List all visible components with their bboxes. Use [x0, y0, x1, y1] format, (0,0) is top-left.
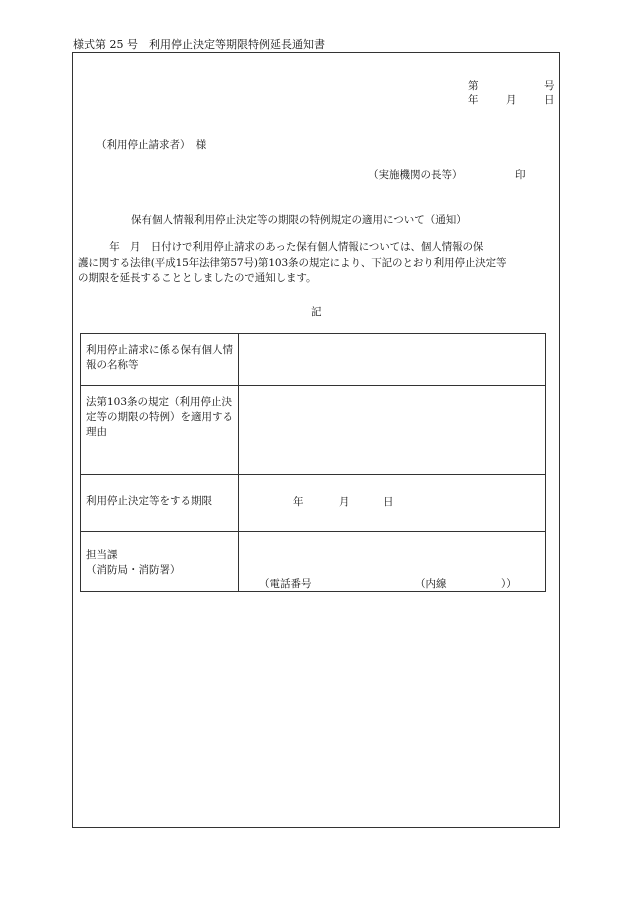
extension-label: （内線	[415, 578, 447, 590]
department-label	[81, 532, 238, 578]
label-cell	[81, 475, 239, 532]
department-value[interactable]	[239, 532, 546, 592]
table-row	[81, 475, 546, 532]
department-label-line1: 担当課	[86, 549, 118, 561]
requester-name: （利用停止請求者） 様	[96, 139, 207, 151]
table-row	[81, 334, 546, 386]
reason-value[interactable]	[239, 386, 546, 475]
body-line: 護に関する法律(平成15年法律第57号)第103条の規定により、下記のとおり利用停止決定等	[78, 256, 507, 269]
deadline-year: 年	[293, 496, 304, 508]
date-day: 日	[544, 94, 555, 106]
department-label-line2: （消防局・消防署）	[86, 564, 181, 576]
body-line: 年 月 日付けで利用停止請求のあった保有個人情報については、個人情報の保	[78, 241, 484, 253]
deadline-day: 日	[383, 496, 394, 508]
date-year: 年	[468, 94, 479, 106]
form-number-label: 様式第 25 号 利用停止決定等期限特例延長通知書	[73, 38, 325, 51]
reason-label: 法第103条の規定（利用停止決定等の期限の特例）を適用する理由	[86, 396, 233, 438]
phone-label: （電話番号	[259, 578, 312, 590]
notice-heading: 保有個人情報利用停止決定等の期限の特例規定の適用について（通知）	[131, 214, 467, 226]
body-line: の期限を延長することとしましたので通知します。	[78, 272, 317, 284]
institution-head: （実施機関の長等）	[368, 169, 463, 181]
ki-marker: 記	[311, 306, 322, 318]
info-name-label: 利用停止請求に係る保有個人情報の名称等	[86, 344, 233, 371]
notice-body	[78, 240, 558, 287]
label-cell	[81, 386, 239, 475]
phone-close: ））	[501, 578, 517, 590]
table-row	[81, 532, 546, 592]
deadline-month: 月	[339, 496, 350, 508]
date-month: 月	[506, 94, 517, 106]
info-name-value[interactable]	[239, 334, 546, 386]
deadline-label: 利用停止決定等をする期限	[86, 495, 212, 507]
seal-mark: 印	[515, 169, 526, 181]
document-number-prefix: 第	[468, 80, 479, 92]
label-cell	[81, 334, 239, 386]
label-cell	[81, 532, 239, 592]
deadline-value[interactable]	[239, 475, 546, 532]
document-number-suffix: 号	[544, 80, 555, 92]
table-row	[81, 386, 546, 475]
details-table	[80, 333, 546, 592]
